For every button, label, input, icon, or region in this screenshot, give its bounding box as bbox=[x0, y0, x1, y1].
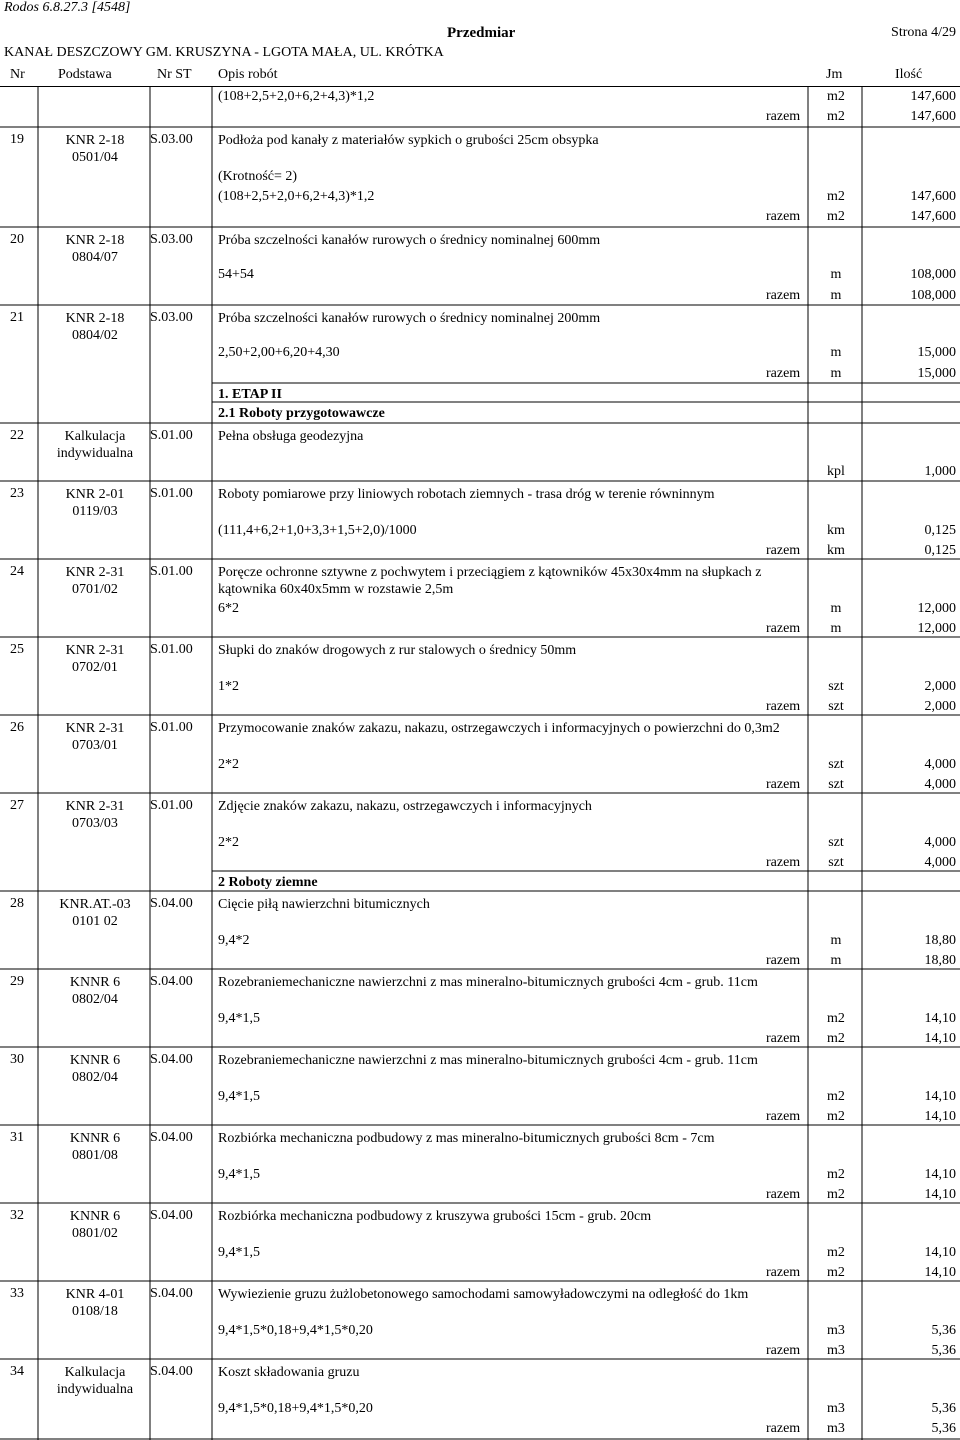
col-podstawa: Podstawa bbox=[58, 67, 112, 82]
quantity: 0,125 bbox=[924, 543, 956, 558]
unit: m3 bbox=[827, 1401, 845, 1416]
item-st-code: S.04.00 bbox=[150, 1130, 193, 1145]
total-label: razem bbox=[766, 1031, 801, 1046]
unit: m2 bbox=[827, 1167, 845, 1182]
item-number: 28 bbox=[10, 896, 24, 911]
section-heading: 1. ETAP II bbox=[218, 387, 282, 402]
unit: szt bbox=[828, 699, 844, 714]
item-basis: KNR 2-31 0701/02 bbox=[65, 565, 125, 597]
quantity: 147,600 bbox=[910, 209, 956, 224]
item-basis: KNNR 6 0802/04 bbox=[69, 975, 121, 1007]
unit: m bbox=[830, 933, 842, 948]
section-heading: 2.1 Roboty przygotowawcze bbox=[218, 406, 385, 421]
quantity: 2,000 bbox=[924, 679, 956, 694]
item-basis: KNR 2-18 0501/04 bbox=[65, 133, 125, 165]
item-number: 22 bbox=[10, 428, 24, 443]
item-basis: KNR 2-01 0119/03 bbox=[65, 487, 125, 519]
calculation-formula: 9,4*1,5 bbox=[218, 1089, 260, 1104]
item-basis: Kalkulacja indywidualna bbox=[56, 1365, 134, 1397]
unit: m bbox=[830, 621, 842, 636]
quantity: 5,36 bbox=[931, 1323, 956, 1338]
calculation-formula: 9,4*1,5*0,18+9,4*1,5*0,20 bbox=[218, 1323, 373, 1338]
item-number: 34 bbox=[10, 1364, 24, 1379]
item-st-code: S.01.00 bbox=[150, 720, 193, 735]
item-st-code: S.03.00 bbox=[150, 232, 193, 247]
quantity: 14,10 bbox=[924, 1265, 956, 1280]
quantity: 108,000 bbox=[910, 267, 956, 282]
quantity: 14,10 bbox=[924, 1167, 956, 1182]
quantity: 14,10 bbox=[924, 1031, 956, 1046]
item-basis: KNNR 6 0802/04 bbox=[69, 1053, 121, 1085]
item-st-code: S.01.00 bbox=[150, 642, 193, 657]
quantity: 0,125 bbox=[924, 523, 956, 538]
unit: m2 bbox=[827, 189, 845, 204]
calculation-formula: (108+2,5+2,0+6,2+4,3)*1,2 bbox=[218, 189, 375, 204]
item-st-code: S.04.00 bbox=[150, 1208, 193, 1223]
calculation-formula: 9,4*1,5 bbox=[218, 1245, 260, 1260]
unit: szt bbox=[828, 835, 844, 850]
item-number: 21 bbox=[10, 310, 24, 325]
quantity: 14,10 bbox=[924, 1011, 956, 1026]
item-description: Rozebraniemechaniczne nawierzchni z mas mineralno-bitumicznych grubości 4cm - grub. 11cm bbox=[218, 1053, 758, 1068]
quantity: 12,000 bbox=[917, 601, 956, 616]
unit: km bbox=[827, 523, 845, 538]
item-basis: KNNR 6 0801/02 bbox=[69, 1209, 121, 1241]
item-st-code: S.01.00 bbox=[150, 486, 193, 501]
item-st-code: S.01.00 bbox=[150, 564, 193, 579]
total-label: razem bbox=[766, 1421, 801, 1436]
section-heading: 2 Roboty ziemne bbox=[218, 875, 318, 890]
document-title: Przedmiar bbox=[447, 25, 516, 41]
quantity: 4,000 bbox=[924, 777, 956, 792]
unit: m2 bbox=[827, 1109, 845, 1124]
item-number: 31 bbox=[10, 1130, 24, 1145]
item-number: 23 bbox=[10, 486, 24, 501]
unit: kpl bbox=[827, 464, 845, 479]
quantity: 147,600 bbox=[910, 109, 956, 124]
item-description: Próba szczelności kanałów rurowych o średnicy nominalnej 200mm bbox=[218, 311, 601, 326]
unit: szt bbox=[828, 679, 844, 694]
calculation-formula: 6*2 bbox=[218, 601, 239, 616]
item-st-code: S.04.00 bbox=[150, 1286, 193, 1301]
software-version: Rodos 6.8.27.3 [4548] bbox=[4, 0, 131, 15]
quantity: 14,10 bbox=[924, 1245, 956, 1260]
quantity: 4,000 bbox=[924, 835, 956, 850]
item-basis: KNR 2-18 0804/02 bbox=[65, 311, 125, 343]
item-number: 19 bbox=[10, 132, 24, 147]
item-description: Zdjęcie znaków zakazu, nakazu, ostrzegawczych i informacyjnych bbox=[218, 799, 592, 814]
col-opis: Opis robót bbox=[218, 67, 278, 82]
item-number: 29 bbox=[10, 974, 24, 989]
total-label: razem bbox=[766, 366, 801, 381]
quantity: 4,000 bbox=[924, 757, 956, 772]
quantity: 2,000 bbox=[924, 699, 956, 714]
unit: szt bbox=[828, 777, 844, 792]
item-st-code: S.04.00 bbox=[150, 974, 193, 989]
unit: szt bbox=[828, 855, 844, 870]
item-st-code: S.03.00 bbox=[150, 132, 193, 147]
quantity: 18,80 bbox=[924, 933, 956, 948]
item-number: 33 bbox=[10, 1286, 24, 1301]
calculation-formula: 9,4*1,5 bbox=[218, 1011, 260, 1026]
quantity: 5,36 bbox=[931, 1343, 956, 1358]
total-label: razem bbox=[766, 855, 801, 870]
total-label: razem bbox=[766, 953, 801, 968]
calculation-formula: 2*2 bbox=[218, 835, 239, 850]
calculation-formula: 54+54 bbox=[218, 267, 254, 282]
item-st-code: S.03.00 bbox=[150, 310, 193, 325]
quantity: 15,000 bbox=[917, 345, 956, 360]
unit: m bbox=[830, 345, 842, 360]
unit: m2 bbox=[827, 1245, 845, 1260]
unit: m bbox=[830, 953, 842, 968]
quantity: 15,000 bbox=[917, 366, 956, 381]
calculation-formula: 1*2 bbox=[218, 679, 239, 694]
unit: m2 bbox=[827, 1265, 845, 1280]
unit: szt bbox=[828, 757, 844, 772]
calculation-formula: 9,4*1,5 bbox=[218, 1167, 260, 1182]
calculation-formula: 2,50+2,00+6,20+4,30 bbox=[218, 345, 340, 360]
unit: m2 bbox=[827, 209, 845, 224]
unit: m2 bbox=[827, 109, 845, 124]
calculation-formula: 9,4*1,5*0,18+9,4*1,5*0,20 bbox=[218, 1401, 373, 1416]
item-basis: KNR 2-31 0703/03 bbox=[65, 799, 125, 831]
quantity: 14,10 bbox=[924, 1109, 956, 1124]
item-number: 26 bbox=[10, 720, 24, 735]
quantity: 108,000 bbox=[910, 288, 956, 303]
unit: m bbox=[830, 288, 842, 303]
item-basis: KNR 2-18 0804/07 bbox=[65, 233, 125, 265]
quantity: 4,000 bbox=[924, 855, 956, 870]
total-label: razem bbox=[766, 109, 801, 124]
quantity: 12,000 bbox=[917, 621, 956, 636]
calculation-formula: (111,4+6,2+1,0+3,3+1,5+2,0)/1000 bbox=[218, 523, 417, 538]
unit: m bbox=[830, 601, 842, 616]
calculation-formula: (Krotność= 2) bbox=[218, 169, 298, 184]
item-description: Poręcze ochronne sztywne z pochwytem i przeciągiem z kątowników 45x30x4mm na słupkach z kątownika 60x40x5mm w rozstawie 2,5m bbox=[218, 565, 762, 597]
item-description: Pełna obsługa geodezyjna bbox=[218, 429, 364, 444]
quantity: 147,600 bbox=[910, 89, 956, 104]
item-number: 25 bbox=[10, 642, 24, 657]
page-number: Strona 4/29 bbox=[891, 25, 956, 40]
col-nr-st: Nr ST bbox=[157, 67, 192, 82]
item-description: Wywiezienie gruzu żużlobetonowego samochodami samowyładowczymi na odległość do 1km bbox=[218, 1287, 749, 1302]
col-ilosc: Ilość bbox=[895, 67, 923, 82]
item-basis: Kalkulacja indywidualna bbox=[56, 429, 134, 461]
calculation-formula: (108+2,5+2,0+6,2+4,3)*1,2 bbox=[218, 89, 375, 104]
quantity: 5,36 bbox=[931, 1421, 956, 1436]
unit: m3 bbox=[827, 1343, 845, 1358]
unit: m3 bbox=[827, 1421, 845, 1436]
unit: km bbox=[827, 543, 845, 558]
item-description: Rozbiórka mechaniczna podbudowy z kruszywa grubości 15cm - grub. 20cm bbox=[218, 1209, 652, 1224]
col-nr: Nr bbox=[10, 67, 25, 82]
item-description: Próba szczelności kanałów rurowych o średnicy nominalnej 600mm bbox=[218, 233, 601, 248]
item-basis: KNR 2-31 0702/01 bbox=[65, 643, 125, 675]
unit: m2 bbox=[827, 1031, 845, 1046]
unit: m2 bbox=[827, 1089, 845, 1104]
project-name: KANAŁ DESZCZOWY GM. KRUSZYNA - LGOTA MAŁA, UL. KRÓTKA bbox=[4, 45, 444, 60]
item-st-code: S.04.00 bbox=[150, 1052, 193, 1067]
total-label: razem bbox=[766, 621, 801, 636]
quantity: 1,000 bbox=[924, 464, 956, 479]
total-label: razem bbox=[766, 699, 801, 714]
item-number: 30 bbox=[10, 1052, 24, 1067]
item-number: 20 bbox=[10, 232, 24, 247]
total-label: razem bbox=[766, 1265, 801, 1280]
item-description: Cięcie piłą nawierzchni bitumicznych bbox=[218, 897, 430, 912]
item-description: Koszt składowania gruzu bbox=[218, 1365, 360, 1380]
total-label: razem bbox=[766, 209, 801, 224]
quantity: 147,600 bbox=[910, 189, 956, 204]
item-description: Rozebraniemechaniczne nawierzchni z mas mineralno-bitumicznych grubości 4cm - grub. 11cm bbox=[218, 975, 758, 990]
col-jm: Jm bbox=[826, 67, 843, 82]
item-basis: KNNR 6 0801/08 bbox=[69, 1131, 121, 1163]
unit: m2 bbox=[827, 1011, 845, 1026]
quantity: 14,10 bbox=[924, 1187, 956, 1202]
table-header bbox=[0, 64, 960, 87]
item-description: Przymocowanie znaków zakazu, nakazu, ostrzegawczych i informacyjnych o powierzchni do 0,3m2 bbox=[218, 721, 780, 736]
total-label: razem bbox=[766, 288, 801, 303]
calculation-formula: 9,4*2 bbox=[218, 933, 250, 948]
total-label: razem bbox=[766, 1187, 801, 1202]
quantity: 14,10 bbox=[924, 1089, 956, 1104]
item-st-code: S.04.00 bbox=[150, 896, 193, 911]
quantity: 18,80 bbox=[924, 953, 956, 968]
calculation-formula: 2*2 bbox=[218, 757, 239, 772]
item-description: Słupki do znaków drogowych z rur stalowych o średnicy 50mm bbox=[218, 643, 577, 658]
item-description: Podłoża pod kanały z materiałów sypkich o grubości 25cm obsypka bbox=[218, 133, 599, 148]
item-number: 32 bbox=[10, 1208, 24, 1223]
item-basis: KNR 2-31 0703/01 bbox=[65, 721, 125, 753]
item-basis: KNR.AT.-03 0101 02 bbox=[59, 897, 131, 929]
item-description: Roboty pomiarowe przy liniowych robotach ziemnych - trasa dróg w terenie równinnym bbox=[218, 487, 715, 502]
total-label: razem bbox=[766, 543, 801, 558]
unit: m2 bbox=[827, 89, 845, 104]
item-basis: KNR 4-01 0108/18 bbox=[65, 1287, 125, 1319]
quantity: 5,36 bbox=[931, 1401, 956, 1416]
item-st-code: S.04.00 bbox=[150, 1364, 193, 1379]
item-number: 27 bbox=[10, 798, 24, 813]
total-label: razem bbox=[766, 777, 801, 792]
item-st-code: S.01.00 bbox=[150, 798, 193, 813]
unit: m3 bbox=[827, 1323, 845, 1338]
unit: m bbox=[830, 267, 842, 282]
total-label: razem bbox=[766, 1343, 801, 1358]
total-label: razem bbox=[766, 1109, 801, 1124]
unit: m2 bbox=[827, 1187, 845, 1202]
item-st-code: S.01.00 bbox=[150, 428, 193, 443]
item-number: 24 bbox=[10, 564, 24, 579]
unit: m bbox=[830, 366, 842, 381]
item-description: Rozbiórka mechaniczna podbudowy z mas mineralno-bitumicznych grubości 8cm - 7cm bbox=[218, 1131, 715, 1146]
